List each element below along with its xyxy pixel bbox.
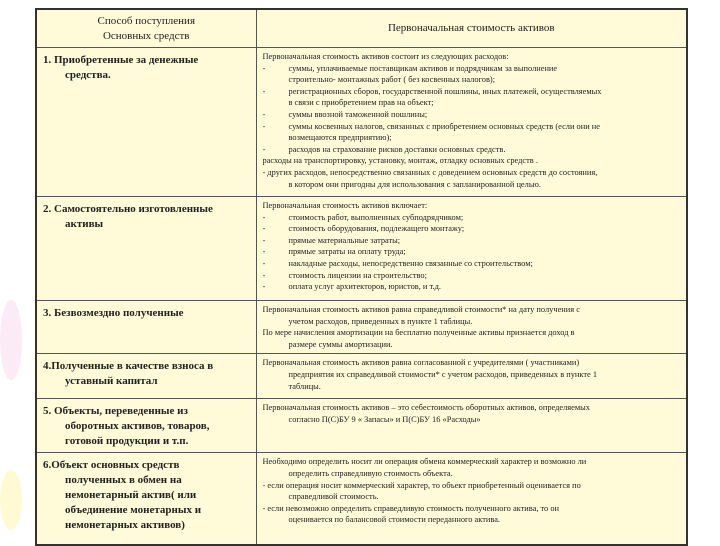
bullet-dash: - (262, 144, 266, 154)
cost-line-text: - других расходов, непосредственно связанных с доведением основных средств до состояния, (262, 167, 598, 177)
method-line: 3. Безвозмездно полученные (43, 307, 184, 319)
header-line: Основных средств (102, 29, 190, 42)
cost-line-text: регистрационных сборов, государственной пошлины, иных платежей, осуществляемых (288, 86, 602, 96)
method-line: средства. (65, 69, 111, 81)
cost-line (263, 402, 681, 414)
cost-line (263, 212, 681, 224)
method-line: немонетарных активов) (65, 519, 185, 532)
cost-line (263, 63, 681, 75)
cost-line (263, 456, 681, 468)
acquisition-method-cell (36, 354, 256, 399)
table-row (36, 354, 687, 399)
bullet-dash: - (262, 121, 266, 131)
header-line: Способ поступления (97, 14, 196, 27)
cost-line (263, 246, 681, 258)
bullet-dash: - (262, 235, 266, 245)
cost-line (263, 144, 681, 156)
cost-line-text: По мере начисления амортизации на бесплатно полученные активы признается доход в (262, 328, 575, 338)
cost-line (263, 339, 681, 351)
cost-line (263, 97, 681, 109)
header-initial-cost: Первоначальная стоимость активов (256, 9, 687, 48)
acquisition-method-cell (36, 453, 256, 545)
cost-line (263, 51, 681, 63)
method-line: оборотных активов, товаров, (65, 420, 210, 433)
cost-line-text: расходы на транспортировку, установку, монтаж, отладку основных средств . (262, 156, 538, 166)
cost-line-text: суммы ввозной таможенной пошлины; (288, 109, 428, 119)
initial-cost-cell (256, 453, 687, 545)
method-line: уставный капитал (65, 375, 158, 388)
cost-line-text: прямые затраты на оплату труда; (288, 247, 406, 257)
initial-cost-cell (256, 48, 687, 197)
cost-line-text: Необходимо определить носит ли операция обмена коммерческий характер и возможно ли (262, 457, 587, 467)
cost-line (263, 480, 681, 492)
cost-line (263, 132, 681, 144)
cost-line-text: стоимость лицензии на строительство; (288, 270, 427, 280)
table-row (36, 48, 687, 197)
cost-line (263, 414, 681, 426)
cost-line-text: Первоначальная стоимость активов равна согласованной с учредителями ( участниками) (262, 358, 580, 368)
cost-line-text: расходов на страхование рисков доставки основных средств. (288, 144, 506, 154)
cost-line (263, 369, 681, 381)
acquisition-method-cell (36, 197, 256, 301)
method-line: 2. Самостоятельно изготовленные (43, 203, 213, 215)
cost-line (263, 258, 681, 270)
decoration-blob (0, 470, 22, 530)
cost-line-text: в котором они пригодны для использования с запланированной целью. (288, 179, 541, 189)
cost-line (263, 155, 681, 167)
bullet-dash: - (262, 212, 266, 222)
cost-line-text: учетом расходов, приведенных в пункте 1 таблицы. (288, 316, 473, 326)
cost-line (263, 357, 681, 369)
table-row (36, 197, 687, 301)
header-method (36, 9, 256, 48)
bullet-dash: - (262, 86, 266, 96)
cost-line-text: оценивается по балансовой стоимости переданного актива. (288, 515, 501, 525)
bullet-dash: - (262, 63, 266, 73)
cost-line (263, 316, 681, 328)
cost-line-text: - если невозможно определить справедливую стоимость полученного актива, то он (262, 503, 560, 513)
cost-line (263, 200, 681, 212)
method-line: активы (65, 218, 104, 230)
cost-line-text: справедливой стоимость. (288, 492, 379, 502)
cost-line (263, 281, 681, 293)
method-line: полученных в обмен на (65, 474, 182, 487)
cost-line-text: Первоначальная стоимость активов состоит из следующих расходов: (262, 52, 509, 61)
cost-line (263, 167, 681, 179)
table-row (36, 453, 687, 545)
decoration-blob (0, 300, 22, 380)
cost-line (263, 503, 681, 515)
cost-line (263, 381, 681, 393)
cost-line-text: Первоначальная стоимость активов равна справедливой стоимости* на дату получения с (262, 305, 580, 314)
method-line: готовой продукции и т.п. (65, 435, 189, 448)
bullet-dash: - (262, 282, 266, 292)
bullet-dash: - (262, 270, 266, 280)
acquisition-method-cell (36, 301, 256, 354)
method-line: 4.Полученные в качестве взноса в (43, 360, 214, 373)
acquisition-method-cell (36, 48, 256, 197)
cost-line (263, 74, 681, 86)
cost-line (263, 270, 681, 282)
cost-line-text: накладные расходы, непосредственно связанные со строительством; (288, 258, 533, 268)
method-line: 5. Объекты, переведенные из (43, 405, 188, 418)
cost-line-text: согласно П(С)БУ 9 « Запасы» и П(С)БУ 16 «Расходы» (288, 414, 481, 424)
cost-line-text: - если операция носит коммерческий характер, то объект приобретенный оценивается по (262, 480, 581, 490)
cost-line (263, 327, 681, 339)
method-line: 1. Приобретенные за денежные (43, 54, 199, 66)
acquisition-method-cell (36, 399, 256, 453)
method-line: 6.Объект основных средств (43, 459, 180, 472)
bullet-dash: - (262, 258, 266, 268)
cost-line-text: Первоначальная стоимость активов – это себестоимость оборотных активов, определяемых (262, 403, 590, 413)
cost-line-text: суммы косвенных налогов, связанных с приобретением основных средств (если они не (288, 121, 600, 131)
cost-line-text: стоимость оборудования, подлежащего монтажу; (288, 224, 465, 234)
bullet-dash: - (262, 247, 266, 257)
cost-line-text: в связи с приобретением прав на объект; (288, 98, 434, 108)
cost-line-text: предприятия их справедливой стоимости* с учетом расходов, приведенных в пункте 1 (288, 369, 598, 379)
cost-line (263, 109, 681, 121)
method-line: объединение монетарных и (65, 504, 202, 517)
cost-line-text: строительно- монтажных работ ( без косвенных налогов); (288, 75, 496, 85)
cost-line (263, 235, 681, 247)
cost-line-text: возмещаются предприятию); (288, 133, 392, 143)
cost-line (263, 468, 681, 480)
table-row (36, 301, 687, 354)
fixed-assets-cost-table (35, 8, 688, 546)
table-header-row (36, 9, 687, 48)
initial-cost-cell (256, 197, 687, 301)
bullet-dash: - (262, 109, 266, 119)
cost-line (263, 304, 681, 316)
cost-line-text: стоимость работ, выполненных субподрядчиком; (288, 212, 464, 222)
initial-cost-cell (256, 301, 687, 354)
cost-line (263, 514, 681, 526)
cost-line (263, 121, 681, 133)
cost-line (263, 491, 681, 503)
cost-line-text: оплата услуг архитекторов, юристов, и т.д. (288, 282, 441, 292)
cost-line-text: таблицы. (288, 381, 321, 391)
cost-line (263, 223, 681, 235)
cost-line-text: Первоначальная стоимость активов включает: (262, 201, 428, 210)
cost-line-text: размере суммы амортизации. (288, 339, 393, 349)
bullet-dash: - (262, 224, 266, 234)
cost-line-text: прямые материальные затраты; (288, 235, 401, 245)
method-line: немонетарный актив( или (65, 489, 197, 502)
cost-line (263, 179, 681, 191)
cost-line-text: определить справедливую стоимость объекта. (288, 468, 453, 478)
initial-cost-cell (256, 354, 687, 399)
initial-cost-cell (256, 399, 687, 453)
table-row (36, 399, 687, 453)
cost-line (263, 86, 681, 98)
cost-line-text: суммы, уплачиваемые поставщикам активов и подрядчикам за выполнение (288, 63, 558, 73)
